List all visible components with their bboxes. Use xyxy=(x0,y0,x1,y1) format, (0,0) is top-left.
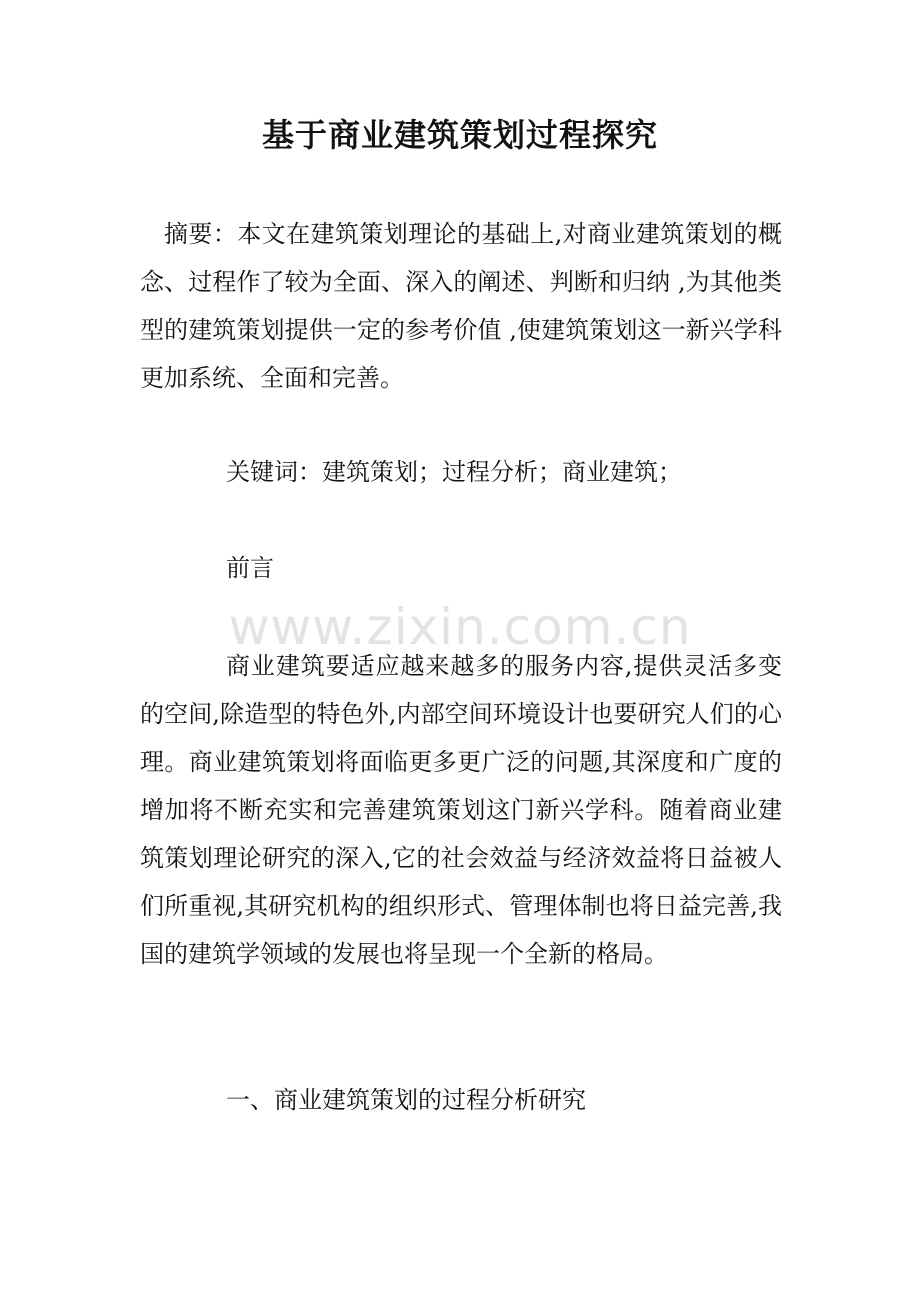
watermark-text: www.zixin.com.cn xyxy=(228,598,692,656)
preface-heading: 前言 xyxy=(226,554,274,582)
section-heading: 一、商业建筑策划的过程分析研究 xyxy=(226,1086,586,1114)
body-paragraph: 商业建筑要适应越来越多的服务内容,提供灵活多变的空间,除造型的特色外,内部空间环境设计也要研究人们的心理。商业建筑策划将面临更多更广泛的问题,其深度和广度的增加将不断充实和完善建筑策划这门新兴学科。随着商业建筑策划理论研究的深入,它的社会效益与经济效益将日益被人们所重视,其研究机构的组织形式、管理体制也将日益完善,我国的建筑学领域的发展也将呈现一个全新的格局。 xyxy=(140,652,782,968)
document-title: 基于商业建筑策划过程探究 xyxy=(261,116,658,154)
abstract-paragraph: 摘要：本文在建筑策划理论的基础上,对商业建筑策划的概念、过程作了较为全面、深入的阐述、判断和归纳 ,为其他类型的建筑策划提供一定的参考价值 ,使建筑策划这一新兴学科更加系统、全面和完善。 xyxy=(140,220,782,392)
keywords-line: 关键词：建筑策划；过程分析；商业建筑； xyxy=(226,458,682,486)
